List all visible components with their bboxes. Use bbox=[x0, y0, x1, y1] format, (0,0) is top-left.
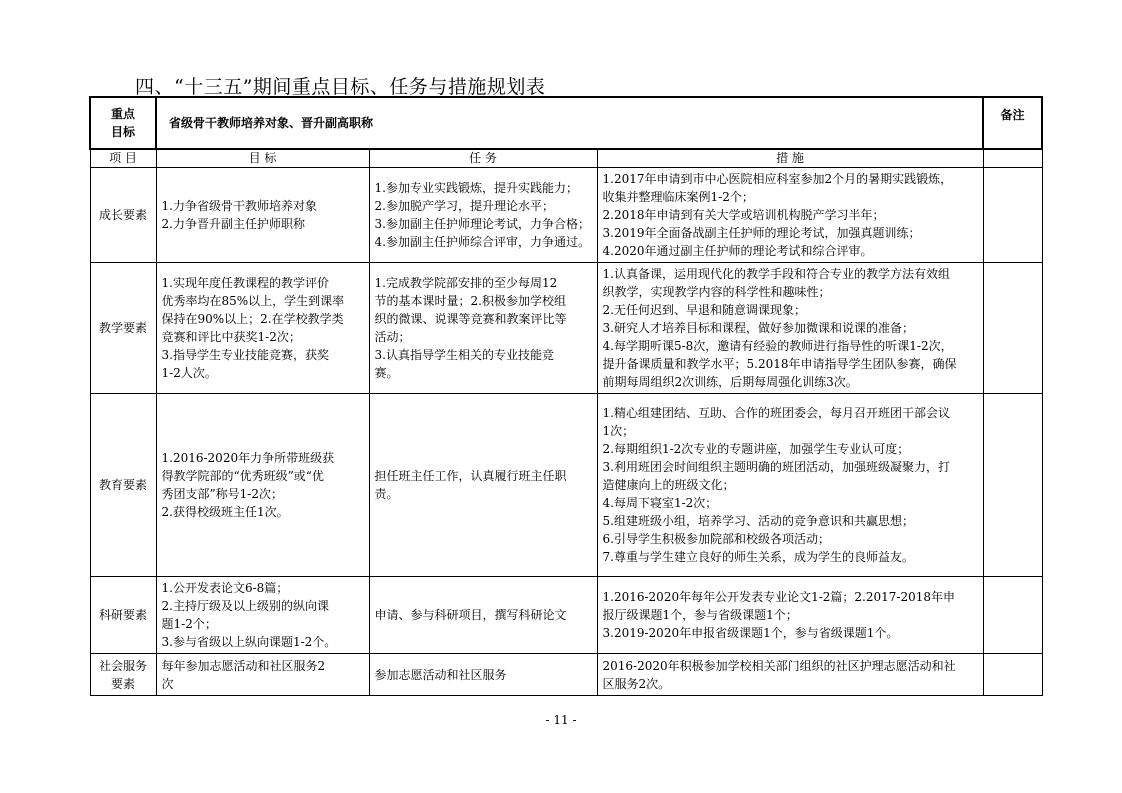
row-measure-line: 3.2019年全面备战副主任护师的理论考试，加强真题训练； bbox=[602, 226, 921, 240]
row-measure-line: 4.每周下寝室1-2次； bbox=[602, 496, 718, 510]
row-goal-cell bbox=[156, 577, 369, 654]
row-goal-line: 1-2人次。 bbox=[161, 366, 217, 380]
row-remark-cell bbox=[983, 168, 1042, 263]
row-measure-line: 4.每学期听课5-8次，邀请有经验的教师进行指导性的听课1-2次， bbox=[602, 339, 953, 353]
row-goal-line: 得教学院部的“优秀班级”或“优 bbox=[161, 469, 324, 483]
row-measure-cell bbox=[597, 263, 983, 394]
row-category: 社会服务要素 bbox=[90, 654, 156, 696]
row-goal-cell bbox=[156, 654, 369, 696]
row-task-line: 4.参加副主任护师综合评审，力争通过。 bbox=[374, 235, 590, 249]
row-measure-line: 3.研究人才培养目标和课程，做好参加微课和说课的准备； bbox=[602, 321, 914, 335]
row-measure-line: 7.尊重与学生建立良好的师生关系，成为学生的良师益友。 bbox=[602, 550, 914, 564]
row-task-line: 1.参加专业实践锻炼，提升实践能力； bbox=[374, 181, 578, 195]
row-task-cell bbox=[369, 168, 597, 263]
row-measure-line: 造健康向上的班级文化； bbox=[602, 478, 735, 492]
row-measure-cell bbox=[597, 168, 983, 263]
row-measure-line: 2.无任何迟到、早退和随意调课现象； bbox=[602, 303, 806, 317]
row-measure-line: 报厅级课题1个，参与省级课题1个； bbox=[602, 608, 798, 622]
row-goal-line: 次 bbox=[161, 676, 174, 691]
row-goal-line: 2.获得校级班主任1次。 bbox=[161, 505, 289, 519]
row-task-line: 赛。 bbox=[374, 366, 399, 380]
row-category: 教学要素 bbox=[90, 263, 156, 394]
row-goal-line: 题1-2个； bbox=[161, 617, 217, 631]
table-row bbox=[90, 577, 1042, 654]
table-row bbox=[90, 263, 1042, 394]
row-goal-line: 秀团支部”称号1-2次； bbox=[161, 487, 283, 501]
row-measure-line: 收集并整理临床案例1-2个； bbox=[602, 190, 754, 204]
row-task-cell bbox=[369, 654, 597, 696]
remark-header: 备注 bbox=[983, 97, 1042, 149]
row-measure-line: 1.2016-2020年每年公开发表专业论文1-2篇；2.2017-2018年申 bbox=[602, 590, 955, 604]
row-category: 科研要素 bbox=[90, 577, 156, 654]
row-measure-line: 1.2017年申请到市中心医院相应科室参加2个月的暑期实践锻炼， bbox=[602, 172, 953, 186]
row-category: 成长要素 bbox=[90, 168, 156, 263]
key-label-line2: 目标 bbox=[110, 125, 135, 139]
row-task-line: 织的微课、说课等竞赛和教案评比等 bbox=[374, 312, 567, 326]
row-task-line: 参加志愿活动和社区服务 bbox=[374, 667, 507, 682]
col-task-header: 任 务 bbox=[369, 149, 597, 168]
row-goal-line: 1.实现年度任教课程的教学评价 bbox=[161, 276, 329, 290]
row-task-line: 2.参加脱产学习，提升理论水平； bbox=[374, 199, 554, 213]
col-item-header: 项 目 bbox=[90, 149, 156, 168]
table-row bbox=[90, 394, 1042, 577]
row-task-line: 节的基本课时量；2.积极参加学校组 bbox=[374, 294, 566, 308]
row-task-cell bbox=[369, 263, 597, 394]
row-goal-line: 1.公开发表论文6-8篇； bbox=[161, 581, 289, 595]
row-task-line: 活动； bbox=[374, 330, 411, 344]
row-goal-line: 2.主持厅级及以上级别的纵向课 bbox=[161, 599, 329, 613]
row-measure-line: 3.2019-2020年申报省级课题1个，参与省级课题1个。 bbox=[602, 626, 899, 640]
row-measure-line: 3.利用班团会时间组织主题明确的班团活动，加强班级凝聚力，打 bbox=[602, 460, 950, 474]
row-measure-line: 1.认真备课，运用现代化的教学手段和符合专业的教学方法有效组 bbox=[602, 267, 950, 281]
row-measure-line: 1.精心组建团结、互助、合作的班团委会，每月召开班团干部会议 bbox=[602, 406, 950, 420]
row-goal-line: 1.力争省级骨干教师培养对象 bbox=[161, 199, 317, 213]
row-goal-line: 1.2016-2020年力争所带班级获 bbox=[161, 451, 335, 465]
col-remark-cell bbox=[983, 149, 1042, 168]
row-measure-line: 2.2018年申请到有关大学或培训机构脱产学习半年； bbox=[602, 208, 885, 222]
row-goal-line: 3.参与省级以上纵向课题1-2个。 bbox=[161, 635, 337, 649]
col-measure-header: 措 施 bbox=[597, 149, 983, 168]
row-goal-cell bbox=[156, 394, 369, 577]
key-goal-label bbox=[90, 97, 156, 149]
table-row bbox=[90, 654, 1042, 696]
row-task-line: 申请、参与科研项目，撰写科研论文 bbox=[374, 608, 567, 622]
row-measure-line: 4.2020年通过副主任护师的理论考试和综合评审。 bbox=[602, 244, 873, 258]
col-goal-header: 目 标 bbox=[156, 149, 369, 168]
key-goal-title: 省级骨干教师培养对象、晋升副高职称 bbox=[156, 97, 983, 149]
row-goal-cell bbox=[156, 168, 369, 263]
key-label-line1: 重点 bbox=[110, 107, 135, 121]
row-goal-cell bbox=[156, 263, 369, 394]
row-measure-line: 2.每期组织1-2次专业的专题讲座，加强学生专业认可度； bbox=[602, 442, 910, 456]
row-goal-line: 优秀率均在85%以上，学生到课率 bbox=[161, 294, 345, 308]
row-measure-line: 2016-2020年积极参加学校相关部门组织的社区护理志愿活动和社 bbox=[602, 658, 956, 673]
row-measure-line: 5.组建班级小组，培养学习、活动的竞争意识和共赢思想； bbox=[602, 514, 914, 528]
row-remark-cell bbox=[983, 577, 1042, 654]
page-number: - 11 - bbox=[545, 713, 577, 727]
row-task-cell bbox=[369, 394, 597, 577]
row-measure-line: 6.引导学生积极参加院部和校级各项活动； bbox=[602, 532, 830, 546]
row-task-cell bbox=[369, 577, 597, 654]
row-goal-line: 每年参加志愿活动和社区服务2 bbox=[161, 658, 326, 673]
row-measure-line: 织教学，实现教学内容的科学性和趣味性； bbox=[602, 285, 831, 299]
row-measure-line: 提升备课质量和教学水平；5.2018年申请指导学生团队参赛，确保 bbox=[602, 357, 957, 371]
row-task-line: 责。 bbox=[374, 487, 399, 501]
table-row bbox=[90, 168, 1042, 263]
row-measure-line: 前期每周组织2次训练，后期每周强化训练3次。 bbox=[602, 375, 858, 389]
row-goal-line: 竞赛和评比中获奖1-2次； bbox=[161, 330, 301, 344]
header-row bbox=[90, 97, 1042, 149]
row-goal-line: 2.力争晋升副主任护师职称 bbox=[161, 217, 305, 231]
row-measure-cell bbox=[597, 577, 983, 654]
row-measure-cell bbox=[597, 394, 983, 577]
row-measure-line: 区服务2次。 bbox=[602, 676, 671, 691]
column-header-row bbox=[90, 149, 1042, 168]
row-measure-line: 1次； bbox=[602, 424, 635, 438]
row-remark-cell bbox=[983, 394, 1042, 577]
plan-table bbox=[89, 96, 1043, 696]
row-task-line: 3.参加副主任护师理论考试，力争合格； bbox=[374, 217, 590, 231]
row-task-line: 3.认真指导学生相关的专业技能竞 bbox=[374, 348, 554, 362]
row-measure-cell bbox=[597, 654, 983, 696]
row-remark-cell bbox=[983, 654, 1042, 696]
row-goal-line: 3.指导学生专业技能竞赛，获奖 bbox=[161, 348, 329, 362]
row-category: 教育要素 bbox=[90, 394, 156, 577]
page-title: 四、“十三五”期间重点目标、任务与措施规划表 bbox=[135, 76, 546, 98]
row-remark-cell bbox=[983, 263, 1042, 394]
row-task-line: 担任班主任工作，认真履行班主任职 bbox=[374, 469, 567, 483]
row-goal-line: 保持在90%以上；2.在学校教学类 bbox=[161, 312, 344, 326]
row-task-line: 1.完成教学院部安排的至少每周12 bbox=[374, 276, 558, 290]
